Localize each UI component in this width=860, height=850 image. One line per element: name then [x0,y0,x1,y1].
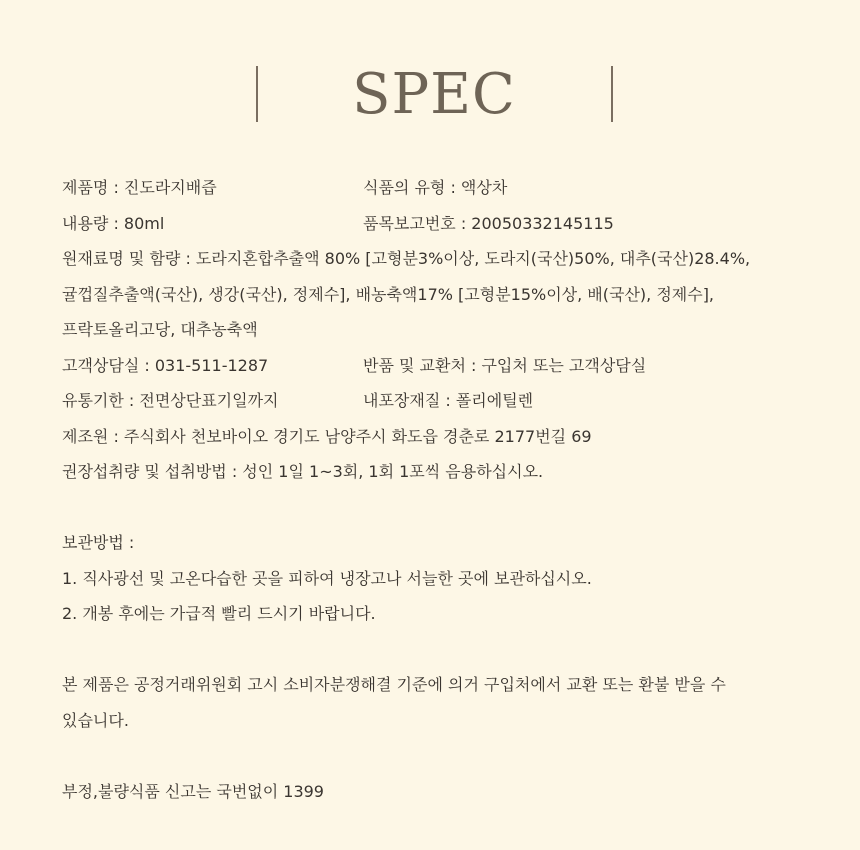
volume: 내용량 : 80ml [62,213,165,233]
report-line: 부정,불량식품 신고는 국번없이 1399 [62,781,324,801]
spec-row [62,383,822,419]
report-number: 품목보고번호 : 20050332145115 [363,213,614,233]
spec-row [62,170,822,206]
spec-row [62,348,822,384]
intake: 권장섭취량 및 섭취방법 : 성인 1일 1~3회, 1회 1포씩 음용하십시오. [62,462,544,481]
page-title: SPEC [352,62,516,127]
storage-heading: 보관방법 : [62,533,135,552]
notice-line: 본 제품은 공정거래위원회 고시 소비자분쟁해결 기준에 의거 구입처에서 교환 또는 환불 받을 수 [62,675,726,694]
food-type: 식품의 유형 : 액상차 [363,178,508,197]
spec-row [62,206,822,242]
storage-item: 1. 직사광선 및 고온다습한 곳을 피하여 냉장고나 서늘한 곳에 보관하십시오. [62,568,592,588]
spacer [62,738,822,774]
right-divider-bar [611,66,613,122]
ingredients-line: 귤껍질추출액(국산), 생강(국산), 정제수], 배농축액17% [고형분15%이상, 배(국산), 정제수], [62,284,715,304]
manufacturer: 제조원 : 주식회사 천보바이오 경기도 남양주시 화도읍 경춘로 2177번길 69 [62,426,592,446]
product-name: 제품명 : 진도라지배즙 [62,178,217,197]
returns: 반품 및 교환처 : 구입처 또는 고객상담실 [363,355,647,375]
spec-content [62,170,822,809]
expiry: 유통기한 : 전면상단표기일까지 [62,391,279,410]
ingredients-line: 프락토올리고당, 대추농축액 [62,320,258,339]
notice-line: 있습니다. [62,710,129,730]
spacer [62,490,822,526]
spacer [62,632,822,668]
customer-service: 고객상담실 : 031-511-1287 [62,355,269,375]
packaging: 내포장재질 : 폴리에틸렌 [363,391,534,410]
ingredients-line: 원재료명 및 함량 : 도라지혼합추출액 80% [고형분3%이상, 도라지(국산)50%, 대추(국산)28.4%, [62,249,751,268]
spec-header [0,62,860,127]
storage-item: 2. 개봉 후에는 가급적 빨리 드시기 바랍니다. [62,604,376,623]
